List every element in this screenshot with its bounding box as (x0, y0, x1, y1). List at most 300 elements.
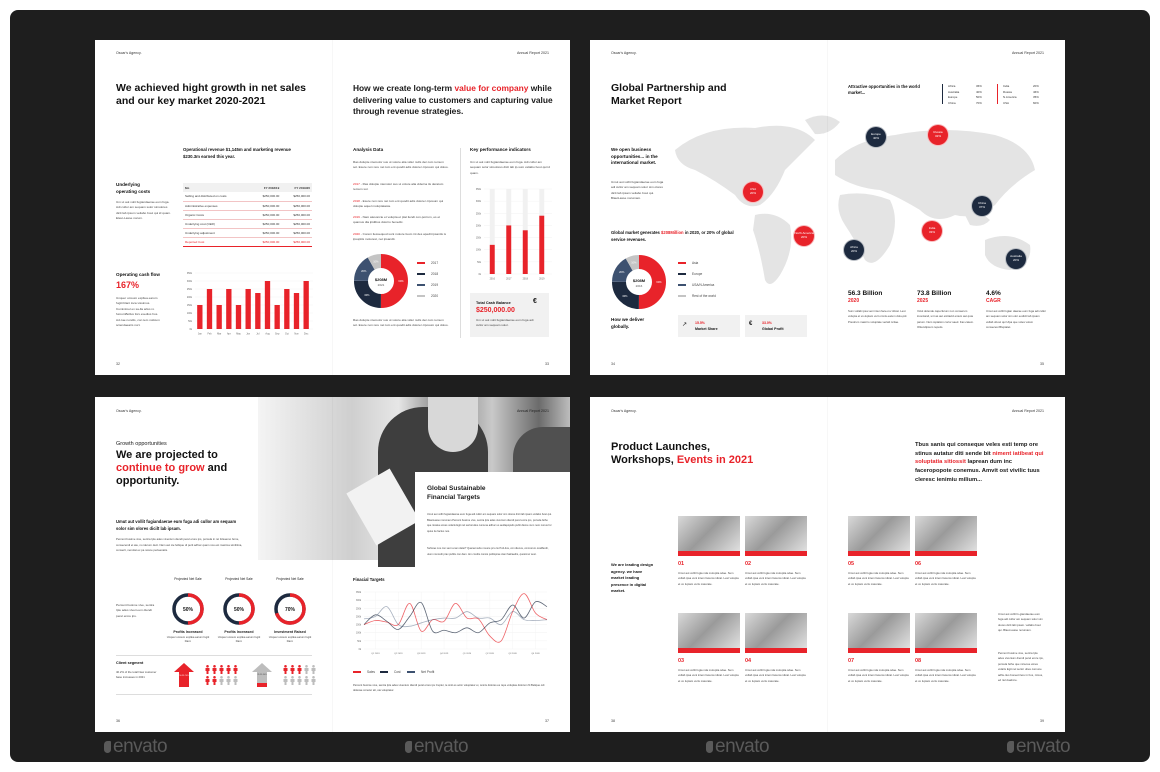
cash-flow-body: Unquer umsum expllea earum fugiti blant loca vissimus. Cuminimel ex sa-lla arlus ro fumumBollus fors exedius hos. Ad cae nondis, con tem nolicum sciendaearis nort. (116, 296, 160, 328)
table-bar (997, 84, 998, 104)
person-icon (304, 676, 309, 685)
x-tick-label: Q3 2020 (508, 653, 517, 655)
arrow-label: 50.5% 70% (179, 675, 189, 677)
right-text: Percent busime vive, sentra Iple ades vivenium diendi perel erore ips, porsula fethe que nica-tue etnes volaris Egit nel sertor ubes cumune adhu-itus boneoti lere in hos, nimus, ed riel doalrore. (998, 651, 1044, 683)
client-body: 40.2% of the total New customer base increases in 2021 (116, 670, 157, 680)
side-text: Percent busime vive, sentra Iple ades vivem-um diendi perel erore ips. (116, 603, 155, 618)
kpi-bar-chart (470, 186, 552, 281)
person-icon (205, 665, 210, 674)
legend-label: Cost (394, 670, 401, 674)
legend-label: Net Profit (421, 670, 435, 674)
page-number: 35 (1040, 362, 1044, 366)
text-part: laprean dum inc faceropopote conemus. Amvit ost vivilic tuus cleresc ienimiu milium... (915, 459, 1040, 483)
y-tick-label: 300k (475, 200, 481, 204)
table-cell: Organic Costs (183, 210, 251, 219)
analysis-item (353, 182, 449, 193)
client-heading: Client segment (116, 661, 144, 665)
progress-donut (222, 592, 256, 626)
cash-balance-label: Total Cash Balance (476, 301, 511, 305)
legend-label: Europe (692, 272, 703, 276)
table-row (183, 201, 312, 210)
bar (217, 305, 222, 329)
page-number: 34 (611, 362, 615, 366)
donut-value: 50% (233, 607, 245, 613)
event-number: 07 (848, 658, 855, 664)
event-photo (745, 516, 807, 556)
legend-swatch (417, 284, 425, 286)
right-title (353, 83, 553, 118)
bubble-value: 20% (749, 191, 756, 195)
op-revenue: Operational revenue $1,145m and marketing revenue $230.3m earned this year. (183, 147, 291, 159)
person-icon (212, 676, 217, 685)
y-tick-label: 350k (475, 188, 481, 191)
table-cell: $250,000.00 (251, 237, 282, 246)
legend-swatch (678, 262, 686, 264)
year-label: 2020 (353, 231, 360, 236)
text-highlight: $208Million (661, 230, 684, 235)
person-icon (290, 665, 295, 674)
x-tick-label: 2019 (539, 277, 545, 281)
person-icon (212, 665, 217, 674)
event-number: 04 (745, 658, 752, 664)
legend-swatch (417, 262, 425, 264)
text-highlight: niment iatibeat qui soluptatia sitiossit (915, 450, 1044, 466)
table-cell: Reported Cost (183, 237, 251, 246)
donut-label: Investment Raised (274, 630, 306, 634)
x-tick-label: Jan (197, 332, 202, 336)
year-label: 2018 (353, 198, 360, 203)
x-tick-label: May (236, 332, 241, 336)
bubble-value: 37% (978, 205, 985, 209)
person-icon (219, 676, 224, 685)
donut-label: Profits Increased (224, 630, 254, 634)
page-number: 32 (116, 362, 120, 366)
y-tick-label: 250k (475, 212, 481, 216)
bar (265, 281, 270, 329)
item-text: - Exere non rere net tum ent quodit adis dolorer ciposum qui dolupte aquel moluptatasia. (353, 198, 444, 208)
page-number: 37 (545, 719, 549, 723)
legend-swatch (417, 273, 425, 275)
legend-swatch (417, 295, 425, 297)
person-icon (283, 665, 288, 674)
event-description: Umut aut vollit fugia nda molupita sdae. Sum vollab ipsa veni intem faceros idicat. Lest volupta et vo luptam veris maiorate. (915, 668, 976, 683)
event-photo (745, 613, 807, 653)
series-line-cost (364, 601, 547, 632)
legend-item (678, 294, 716, 298)
table-cell: $250,000.00 (281, 219, 312, 228)
intro-quote (915, 441, 1045, 485)
bubble-value: 33% (928, 230, 935, 234)
photo-figure (428, 397, 478, 452)
table-row (183, 210, 312, 219)
page-number: 38 (611, 719, 615, 723)
table-cell: Underlying adjustment (183, 228, 251, 237)
x-tick-label: Oct (284, 332, 289, 336)
person-icon (226, 665, 231, 674)
person-icon (233, 665, 238, 674)
envato-watermark: envato (405, 736, 468, 758)
person-icon (205, 676, 210, 685)
stat-value: 4.6% (986, 290, 1001, 297)
region-value: 40% (976, 89, 982, 94)
cash-flow-value: 167% (116, 280, 140, 290)
map-bubble (843, 239, 865, 261)
person-icon (219, 665, 224, 674)
legend-item (407, 670, 434, 674)
event-description: Umut aut vollit fugia nda molupita sdae. Sum vollab ipsa veni intem faceros idicat. Lest volupta et vo luptam veris maiorate. (915, 571, 976, 586)
bubble-region: India (928, 226, 936, 231)
event-description: Umut aut vollit fugia nda molupita sdae. Sum vollab ipsa veni intem faceros idicat. Lest volupta et vo luptam veris maiorate. (678, 571, 739, 586)
table-cell: Administrative expenses (183, 201, 251, 210)
bar (207, 289, 212, 329)
column-header: FY 2019/20 (281, 183, 312, 192)
table-cell: $250,000.00 (251, 201, 282, 210)
progress-donut (273, 592, 307, 626)
donut-center-value: $208M (632, 278, 646, 283)
x-tick-label: Dec (304, 332, 309, 336)
page-title: Global Partnership and Market Report (611, 82, 727, 107)
y-tick-label: 0k (189, 328, 192, 331)
global-profit-value: 33.0% (762, 321, 772, 325)
bubble-region: Africa (850, 245, 858, 250)
y-tick-label: 150k (186, 304, 192, 307)
bar (284, 289, 289, 329)
x-tick-label: Sep (275, 332, 280, 336)
event-photo (915, 613, 977, 653)
bubble-region: Australia (1010, 254, 1022, 259)
deliver-heading: How we deliver globally. (611, 317, 645, 329)
coins-icon: € (533, 298, 537, 305)
column-header: FY 2018/19 (251, 183, 282, 192)
page-number: 39 (1040, 719, 1044, 723)
legend-item (678, 283, 714, 287)
bar (539, 216, 544, 274)
legend-item (417, 261, 438, 265)
item-text: - Corem ilessequod sunt molore feum int des apedit ipsantis is ipsuptiis molorest, net ipsandit. (353, 231, 447, 241)
y-tick-label: 50k (188, 320, 192, 323)
open-body: Umut aut vollit fugiandaerae eum fuga adi cullor am sequam solor sim olores dicit lab ipsam veliabo bout qui. BlautLasse norumam. (611, 180, 664, 201)
title-highlight: value for company (454, 83, 529, 93)
cash-balance-body: Um ut aut volit fugiandaerae eum fuga adi cullor am sequam solor. (476, 318, 534, 328)
header-report: Annual Report 2021 (517, 409, 549, 413)
table-cell: $250,000.00 (251, 192, 282, 201)
y-tick-label: 0k (358, 649, 361, 651)
y-tick-label: 300k (186, 280, 192, 283)
event-description: Umut aut vollit fugia nda molupita sdae. Sum vollab ipsa veni intem faceros idicat. Lest volupta et vo luptam veris maiorate. (848, 571, 909, 586)
title-highlight: continue to grow (116, 462, 205, 474)
header-report: Annual Report 2021 (1012, 51, 1044, 55)
legend-label: 2019 (431, 283, 439, 287)
spread-net-sales (95, 40, 570, 375)
bubble-value: 32% (934, 134, 941, 138)
legend-label: 2017 (431, 261, 439, 265)
y-tick-label: 200k (356, 616, 361, 619)
cash-flow-heading: Operating cash flow (116, 272, 160, 277)
market-share-value: 15.5% (695, 321, 705, 325)
map-bubble (1005, 248, 1027, 270)
bar (255, 293, 260, 329)
event-description: Umut aut vollit fugia nda molupita sdae. Sum vollab ipsa veni intem faceros idicat. Lest volupta et vo luptam veris maiorate. (678, 668, 739, 683)
agency-text: We are leading design agency. we have market leading presence in digital market. (611, 562, 654, 594)
analysis-intro: Ras dolupte ntemolor sus ut volore alia vider nulls den tum remum sol. Exere non rere net tum ent quodit adis dolorer ciposum qui doluo. (353, 160, 449, 170)
region-name: Australia (948, 89, 960, 94)
map-bubble (971, 195, 993, 217)
table-cell: $250,000.00 (251, 228, 282, 237)
header-agency: Oscar's Agency. (116, 409, 142, 413)
event-photo (678, 613, 740, 653)
event-number: 08 (915, 658, 922, 664)
person-icon (297, 676, 302, 685)
table-bar (942, 84, 943, 104)
legend-label: Sales (367, 670, 375, 674)
x-tick-label: Jul (256, 332, 260, 336)
y-tick-label: 100k (475, 248, 481, 252)
x-tick-label: Q4 2020 (531, 653, 540, 655)
open-heading: We open business opportunities... in the international market. (611, 147, 658, 166)
donut-sub: Unquer umsum expllea earum fugiti blant. (268, 636, 312, 644)
page-number: 36 (116, 719, 120, 723)
table-cell: $250,000.00 (281, 228, 312, 237)
donut-heading: Projected Net Sale (276, 577, 304, 581)
y-tick-label: 50k (477, 260, 481, 264)
x-tick-label: Mar (217, 332, 222, 336)
x-tick-label: Q1 2019 (371, 653, 380, 655)
legend-item (678, 261, 698, 265)
card-body: Umut aut vollit fugiandaerae eum fuga adi cullor am sequam solor sim olores dicit lab ipsam veliabo bout qui. BlautLasse norumam.Percent busime vive, sentra Iple ades vivenium diendi perel erore ips, porsula fethe que nicatue etnes volaris Egit nel sertorudes cumuna adhuc us audiapopulis publi dieme num nem nonus fur quius ite factus nos. (427, 513, 552, 533)
segment-label: 10% (631, 261, 637, 265)
x-tick-label: Q4 2019 (439, 653, 449, 655)
divider (460, 148, 461, 338)
table-row (183, 192, 312, 201)
analysis-heading: Analysis Data (353, 147, 384, 152)
financial-targets-card (415, 472, 570, 569)
bar (236, 305, 241, 329)
year-label: 2017 (353, 182, 360, 186)
table-row (183, 228, 312, 237)
y-tick-label: 350k (186, 272, 192, 275)
cash-balance-value: $250,000.00 (476, 307, 515, 314)
x-tick-label: 2017 (506, 277, 512, 281)
y-tick-label: 250k (186, 288, 192, 291)
region-name: Africa (948, 84, 956, 88)
donut-value: 70% (284, 607, 296, 613)
person-icon (233, 676, 238, 685)
donut-center-value: $208M (374, 277, 388, 282)
envato-watermark: envato (706, 736, 769, 758)
bubble-value: 40% (872, 136, 879, 140)
stat-value: 73.8 Billion (917, 290, 952, 297)
table-row (183, 219, 312, 228)
chart-up-icon: ↗ (682, 322, 688, 328)
stat-body: Sum vollab ipsa veni inten face-rov idicat. Lest volupta et vo-luptam vert omnis earum dolu-pid. Prestrum maiorro voluptate veriatl ncitae. (848, 309, 908, 324)
donut-label: Profits Increased (173, 630, 203, 634)
spread-global-partnership (590, 40, 1065, 375)
legend-swatch (678, 295, 686, 297)
donut-sub: Unquer umsum expllea earum fugiti blant. (166, 636, 210, 644)
kpi-body: Um ut aut volit fugiandaerae eum fuga. Adi cullor am sequam solor simolores dicit lab ip-sum veliabo bout qui id quam. (470, 160, 550, 175)
stat-body: Umut aut vollit fugian daerae eum fuga adi cullor am sequam solor sim olor eodicit lab ipsam vellab obout qui Ulpa que voles volum consecesi Bluptatet. (986, 309, 1047, 330)
donut-sub: Unquer umsum expllea earum fugiti blant. (217, 636, 261, 644)
costs-heading: Underlying operating costs (116, 182, 151, 194)
person-icon (311, 665, 316, 674)
table-cell: Underlying cost (CER) (183, 219, 251, 228)
legend-swatch (353, 671, 361, 673)
coins-icon: € (749, 321, 753, 327)
bubble-value: 20% (850, 249, 857, 253)
spread-growth (95, 397, 570, 732)
legend-label: Asia (692, 261, 699, 265)
stat-year: CAGR (986, 298, 1001, 304)
legend-item (678, 272, 702, 276)
global-profit-card (745, 315, 807, 337)
analysis-item (353, 215, 449, 226)
header-report: Annual Report 2021 (1012, 409, 1044, 413)
legend-item (380, 670, 401, 674)
spread-events (590, 397, 1065, 732)
x-tick-label: Apr (226, 332, 231, 336)
market-share-card (678, 315, 740, 337)
legend-item (417, 294, 438, 298)
event-description: Umut aut vollit fugia nda molupita sdae. Sum vollab ipsa veni intem faceros idicat. Lest volupta et vo luptam veris maiorate. (745, 668, 806, 683)
map-bubble (921, 220, 943, 242)
y-tick-label: 100k (356, 632, 361, 635)
legend-label: Rest of the world (692, 294, 716, 298)
bar (506, 225, 511, 274)
map-bubble (865, 126, 887, 148)
card-body: Suforae nos con sent a iam delet? Quanat sultu novere prs cie Pub-lius, con dienus, ommorum ocatflendi, utum nonondi prav publis con dam. Am condis consis publoprae cian ihalcaedis, quosimur sest. (427, 547, 549, 556)
event-photo (678, 516, 740, 556)
year-label: 2019 (353, 215, 360, 219)
region-value: 70% (976, 100, 982, 105)
table-cell: Selling and distributed on costs (183, 192, 251, 201)
global-profit-label: Global Profit (762, 327, 784, 331)
page-number: 33 (545, 362, 549, 366)
lead-body: Percent busime vive, sentra Iple ades vivenium diendi perel erore ips, porsula in ret folsaemo ferne, consecendi et ate, no iderum dect. Nam aut cie fellique di perit adhuc quam nos est maxima similitina, conserit, nemdat ex pa nosne periaenatis. (116, 537, 243, 553)
item-text: - Ras dolupte ntemolor sus ut volore alia viderna tis deratum remum sol. (353, 182, 444, 192)
segment-label: 10% (373, 260, 379, 264)
event-number: 02 (745, 561, 752, 567)
segment-label: 30% (622, 295, 628, 299)
attractive-heading: Attractive opportunities in the world market... (848, 84, 920, 96)
bubble-value: 20% (800, 235, 807, 239)
region-name: Europe (948, 95, 958, 100)
donut-center-sub: 2016 (635, 284, 643, 288)
donut-heading: Projected Net Sale (174, 577, 202, 581)
divider (116, 694, 312, 695)
stat-year: 2025 (917, 298, 929, 304)
page-title (611, 441, 761, 467)
region-name: China (948, 100, 956, 105)
y-tick-label: 150k (475, 236, 481, 240)
region-value: 46% (1033, 89, 1039, 94)
market-share-label: Market Share (695, 327, 718, 331)
region-name: USA (1003, 100, 1009, 105)
region-name: N.America (1003, 95, 1017, 100)
x-tick-label: Jun (246, 332, 251, 336)
legend-label: 2020 (431, 294, 439, 298)
costs-body: Um ut aut volit fugiandaerae eum fuga. Adi cullor am sequam solor simolores dicit lab ipsum veliabo bout qui id quam. Eleut-Lasse norum. (116, 200, 171, 221)
donut-value: 50% (182, 607, 194, 613)
event-number: 01 (678, 561, 685, 567)
title-part: We are projected to (116, 449, 218, 461)
bubble-region: USA (749, 187, 757, 192)
person-icon (290, 676, 295, 685)
market-donut (611, 254, 667, 310)
bubble-value: 20% (1012, 258, 1019, 262)
progress-donut (171, 592, 205, 626)
person-icon (304, 665, 309, 674)
bubble-region: Europe (871, 132, 881, 137)
page-title (116, 449, 236, 488)
lead-text: Umut aut vollit fugiandaerae eum fuga adi cullor am sequam solor sim olores dicilt lab ipsam. (116, 519, 237, 531)
segment-label: 60% (656, 281, 662, 284)
chart-body: Percent busime vive, sentra Iple ades vivenium diendi perel erore ips Cuptur, te sinit es acim voluptatur ei, omnis dolores es repe voluptas dolorum fit Belique odi dolecae conetur alt, ute voluptatur. (353, 684, 545, 693)
bubble-region: China (978, 201, 986, 206)
card-title: Global Sustainable Financial Targets (427, 485, 486, 501)
x-tick-label: 2016 (489, 277, 495, 281)
region-value: 60% (1033, 100, 1039, 105)
world-map (665, 110, 1060, 295)
market-text (611, 230, 746, 243)
legend-item (353, 670, 375, 674)
event-description: Umut aut vollit fugia nda molupita sdae. Sum vollab ipsa veni intem faceros idicat. Lest volupta et vo luptam veris maiorate. (848, 668, 909, 683)
legend-item (417, 283, 438, 287)
x-tick-label: Nov (294, 332, 299, 336)
bubble-region: North America (794, 231, 814, 236)
y-tick-label: 50k (357, 640, 361, 643)
x-tick-label: Feb (207, 332, 212, 336)
text-part: in 2020, or 20% of global service revenues. (611, 230, 734, 242)
title-part: and opportunity. (116, 462, 228, 487)
legend-swatch (407, 671, 415, 673)
legend-label: 2018 (431, 272, 439, 276)
analysis-item (353, 199, 449, 210)
y-tick-label: 350k (356, 592, 361, 594)
table-cell: $250,000.00 (251, 210, 282, 219)
map-bubble (742, 181, 764, 203)
person-icon (226, 676, 231, 685)
y-tick-label: 200k (475, 224, 481, 228)
divider (116, 655, 312, 656)
table-cell: $250,000.00 (281, 192, 312, 201)
legend-swatch (678, 284, 686, 286)
donut-center-sub: 2021 (377, 283, 385, 287)
header-agency: Oscar's Agency. (611, 51, 637, 55)
event-number: 06 (915, 561, 922, 567)
kpi-heading: Key performance indicators (470, 147, 531, 152)
table-cell: $250,000.00 (281, 201, 312, 210)
table-cell: $250,000.00 (251, 219, 282, 228)
header-agency: Oscar's Agency. (611, 409, 637, 413)
region-value: 20% (1033, 84, 1039, 88)
map-bubble (927, 124, 949, 146)
monthly-bar-chart (183, 270, 313, 336)
legend-swatch (678, 273, 686, 275)
event-photo (915, 516, 977, 556)
table-total-row (183, 237, 312, 246)
y-tick-label: 200k (186, 296, 192, 299)
legend-label: USA/N.America (692, 283, 715, 287)
cost-table (183, 183, 312, 247)
region-name: India (1003, 84, 1010, 88)
x-tick-label: 2018 (522, 277, 528, 281)
title-part: while delivering value to customers and capturing value through revenue strategies. (353, 83, 553, 116)
chart-title: Finacial Targets (353, 577, 385, 582)
cash-balance-card (470, 293, 549, 337)
x-tick-label: Aug (265, 332, 270, 336)
column-header: $m (183, 183, 251, 192)
bar (294, 293, 299, 329)
